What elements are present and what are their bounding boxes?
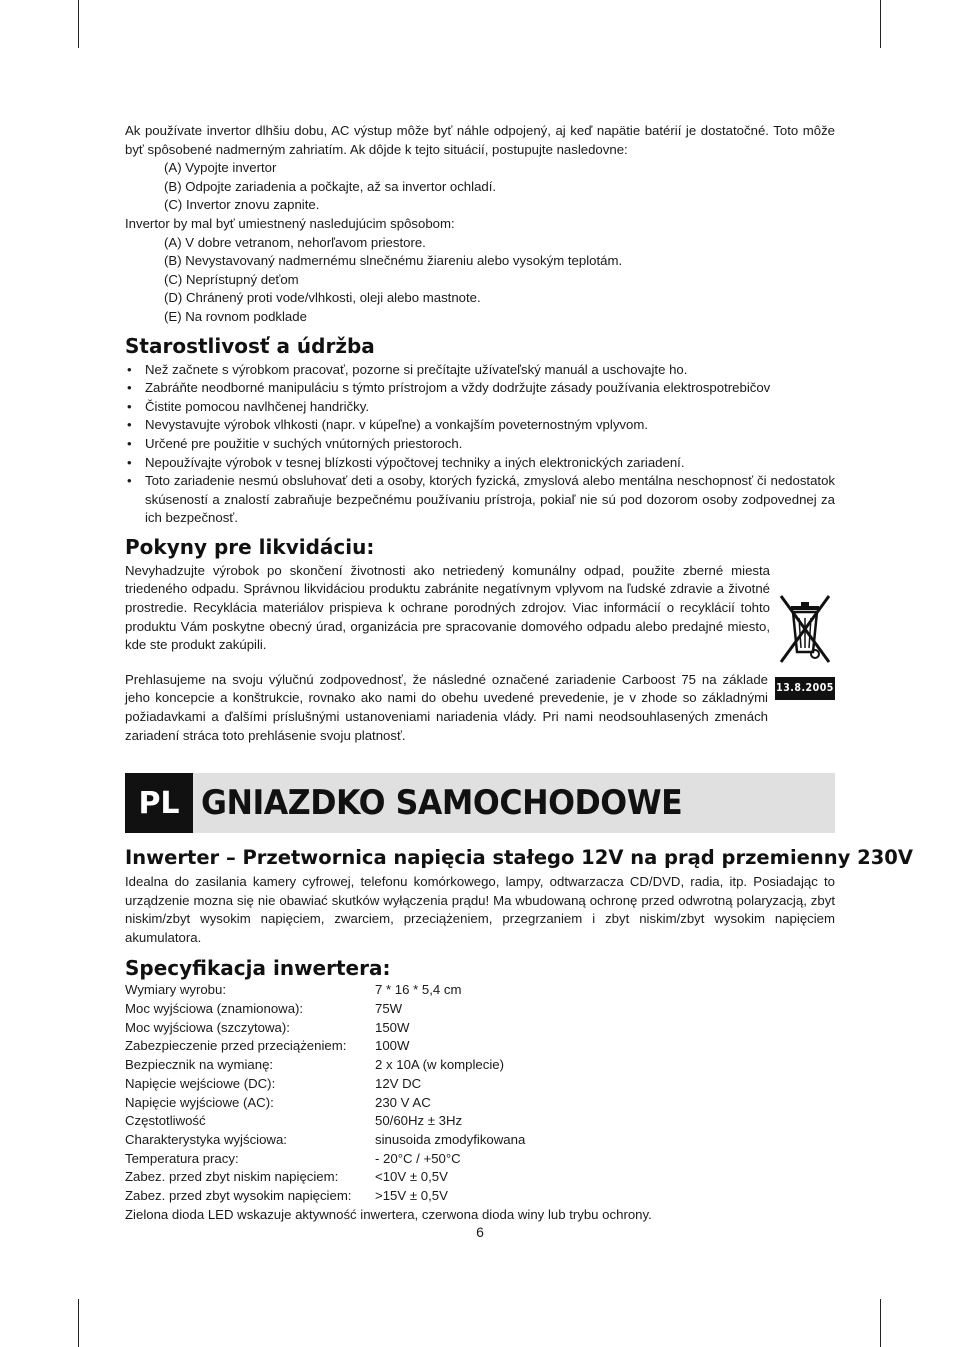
page-number: 6 (476, 1224, 484, 1240)
spec-key: Częstotliwość (125, 1113, 206, 1129)
spec-row (125, 1112, 525, 1131)
spec-row (125, 1075, 525, 1094)
spec-value: 12V DC (375, 1075, 422, 1091)
step-item: (C) Invertor znovu zapnite. (164, 197, 320, 213)
spec-row (125, 981, 525, 1000)
spec-key: Zabez. przed zbyt niskim napięciem: (125, 1169, 339, 1185)
spec-key: Moc wyjściowa (znamionowa): (125, 1001, 304, 1017)
placement-item: (A) V dobre vetranom, nehorľavom priestore. (164, 234, 426, 250)
care-item: • Nepoužívajte výrobok v tesnej blízkosti výpočtovej techniky a iných elektronických zariadení. (125, 454, 835, 473)
overheat-intro: Ak používate invertor dlhšiu dobu, AC výstup môže byť náhle odpojený, aj keď napätie batérií je dostatočné. Toto môže byť spôsobené nadmerným zahriatím. Ak dôjde k tejto situácií, postupujte nasledovne: (125, 123, 835, 157)
spec-value: <10V ± 0,5V (375, 1169, 448, 1185)
spec-value: 230 V AC (375, 1094, 431, 1110)
care-item: • Čistite pomocou navlhčenej handričky. (125, 398, 835, 417)
disposal-block (125, 562, 835, 745)
language-code: PL (125, 773, 193, 833)
led-note: Zielona dioda LED wskazuje aktywność inwertera, czerwona dioda winy lub trybu ochrony. (125, 1206, 652, 1222)
care-item: • Než začnete s výrobkom pracovať, pozorne si prečítajte užívateľský manuál a uschovajte ho. (125, 361, 835, 380)
care-item: • Toto zariadenie nesmú obsluhovať deti a osoby, ktorých fyzická, zmyslová alebo mentálna neschopnosť či nedostatok skúseností a znalostí zabraňuje bezpečnému používaniu prístroja, pokiaľ nie sú pod dozorom osoby zodpovednej za ich bezpečnosť. (125, 472, 835, 528)
care-item: • Určené pre použitie v suchých vnútorných priestoroch. (125, 435, 835, 454)
weee-mark (775, 590, 835, 700)
placement-item: (E) Na rovnom podklade (164, 308, 307, 324)
spec-value: 75W (375, 1001, 403, 1017)
spec-row (125, 1000, 525, 1019)
weee-date: 13.8.2005 (775, 677, 835, 700)
spec-row (125, 1168, 525, 1187)
product-heading: Inwerter – Przetwornica napięcia stałego 12V na prąd przemienny 230V (125, 846, 913, 869)
overheat-steps (125, 159, 835, 215)
spec-row (125, 1019, 525, 1038)
spec-key: Napięcie wejściowe (DC): (125, 1075, 276, 1091)
product-intro: Idealna do zasilania kamery cyfrowej, telefonu komórkowego, lampy, odtwarzacza CD/DVD, radia, itp. Posiadając to urządzenie mozna się nie obawiać skutków wyłączenia prądu! Ma wbudowaną ochronę przed odwrotną polaryzacją, zbyt niskim/zbyt wysokim napięciem, zwarciem, przeciążeniem, przegrzaniem i zbyt niskim/zbyt wysokim napięciem akumulatora. (125, 874, 835, 945)
language-banner (125, 773, 835, 833)
spec-table (125, 981, 525, 1205)
step-item: (A) Vypojte invertor (164, 160, 277, 176)
banner-title: GNIAZDKO SAMOCHODOWE (201, 783, 683, 823)
placement-item: (C) Neprístupný deťom (164, 271, 299, 287)
spec-key: Zabez. przed zbyt wysokim napięciem: (125, 1187, 352, 1203)
slovak-section (125, 122, 835, 745)
care-item: • Nevystavujte výrobok vlhkosti (napr. v kúpeľne) a vonkajším poveternostným vplyvom. (125, 416, 835, 435)
crop-mark (880, 1299, 881, 1347)
spec-value: 100W (375, 1038, 410, 1054)
crop-mark (78, 1299, 79, 1347)
spec-key: Moc wyjściowa (szczytowa): (125, 1019, 290, 1035)
placement-list (125, 234, 835, 327)
spec-row (125, 1131, 525, 1150)
spec-key: Wymiary wyrobu: (125, 982, 226, 998)
spec-row (125, 1056, 525, 1075)
disposal-text: Nevyhadzujte výrobok po skončení životnosti ako netriedený komunálny odpad, použite zberné miesta triedeného odpadu. Správnou likvidáciou produktu zabránite negatívnym vplyvom na ľudské zdravie a životné prostredie. Recyklácia materiálov prispieva k ochrane porodných zdrojov. Viac informácií o recyklácií tohto produktu Vám poskytne obecný úrad, organizácia pre spracovanie domového odpadu alebo predajné miesto, kde ste produkt zakúpili. (125, 562, 770, 653)
crop-mark (78, 0, 79, 48)
care-list (125, 361, 835, 528)
spec-row (125, 1187, 525, 1206)
spec-row (125, 1037, 525, 1056)
crop-mark (880, 0, 881, 48)
spec-value: 7 * 16 * 5,4 cm (375, 982, 462, 998)
spec-row (125, 1150, 525, 1169)
spec-heading: Specyfikacja inwertera: (125, 956, 391, 981)
spec-key: Charakterystyka wyjściowa: (125, 1131, 287, 1147)
declaration-text: Prehlasujeme na svoju výlučnú zodpovednosť, že následné označené zariadenie Carboost 75 na základe jeho koncepcie a konštrukcie, rovnako ako nami do obehu uvedené prevedenie, je v zhode so základnými požiadavkami a ďalšími príslušnými ustanoveniami nariadenia vlády. Pri nami neodsouhlasených zmenách zariadení stráca toto prehlásenie svoju platnosť. (125, 671, 768, 743)
spec-key: Napięcie wyjściowe (AC): (125, 1094, 274, 1110)
spec-value: 2 x 10A (w komplecie) (375, 1057, 504, 1073)
placement-intro: Invertor by mal byť umiestnený nasledujúcim spôsobom: (125, 215, 455, 231)
care-heading: Starostlivosť a údržba (125, 333, 375, 358)
spec-value: 50/60Hz ± 3Hz (375, 1113, 463, 1129)
placement-item: (B) Nevystavovaný nadmernému slnečnému žiareniu alebo vysokým teplotám. (164, 253, 623, 269)
spec-row (125, 1094, 525, 1113)
polish-section (125, 845, 913, 1224)
disposal-heading: Pokyny pre likvidáciu: (125, 534, 375, 559)
step-item: (B) Odpojte zariadenia a počkajte, až sa invertor ochladí. (164, 178, 497, 194)
care-item: • Zabráňte neodborné manipuláciu s týmto prístrojom a vždy dodržujte zásady používania elektrospotrebičov (125, 379, 835, 398)
spec-key: Temperatura pracy: (125, 1150, 239, 1166)
spec-key: Zabezpieczenie przed przeciążeniem: (125, 1038, 347, 1054)
placement-item: (D) Chránený proti vode/vlhkosti, oleji alebo mastnote. (164, 290, 481, 306)
spec-value: - 20°C / +50°C (375, 1150, 461, 1166)
crossed-bin-icon (775, 590, 835, 668)
spec-value: >15V ± 0,5V (375, 1187, 448, 1203)
spec-value: sinusoida zmodyfikowana (375, 1131, 526, 1147)
spec-value: 150W (375, 1019, 410, 1035)
spec-key: Bezpiecznik na wymianę: (125, 1057, 274, 1073)
